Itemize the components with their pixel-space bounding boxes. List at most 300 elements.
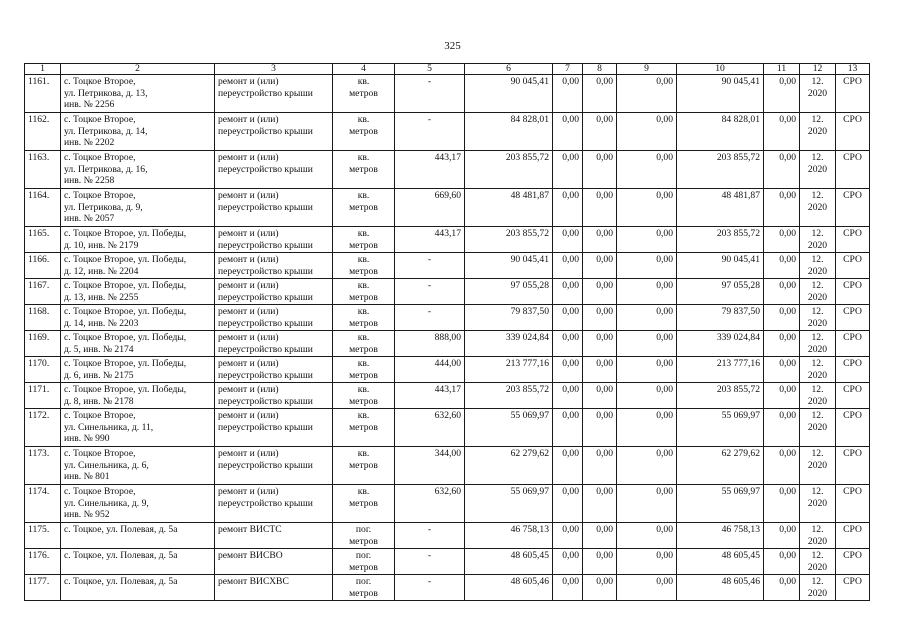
term-cell	[800, 575, 836, 601]
unit-line: кв.	[357, 254, 370, 265]
col7-cell: 0,00	[553, 549, 583, 575]
term-cell	[800, 331, 836, 357]
col7-cell: 0,00	[553, 357, 583, 383]
unit-cell	[333, 113, 395, 151]
address-line: д. 13, инв. № 2255	[64, 291, 139, 303]
address-line: д. 8, инв. № 2178	[64, 395, 134, 407]
term-cell	[800, 189, 836, 227]
table-row	[25, 189, 870, 227]
column-header: 2	[61, 64, 215, 75]
work-type-line: ремонт ВИСТС	[218, 524, 282, 535]
col11-cell: 0,00	[764, 485, 800, 523]
col11-cell: 0,00	[764, 189, 800, 227]
col9-cell: 0,00	[617, 409, 677, 447]
col7-cell: 0,00	[553, 523, 583, 549]
work-type-cell	[215, 227, 333, 253]
address-line: ул. Синельника, д. 6,	[64, 459, 149, 471]
quantity-cell: -	[395, 305, 465, 331]
unit-line: метров	[349, 87, 378, 99]
address-cell	[61, 189, 215, 227]
address-line: с. Тоцкое Второе, ул. Победы,	[64, 254, 187, 265]
col11-cell: 0,00	[764, 523, 800, 549]
col9-cell: 0,00	[617, 279, 677, 305]
unit-line: пог.	[355, 550, 372, 561]
unit-line: метров	[349, 421, 378, 433]
row-number: 1175.	[25, 523, 61, 549]
unit-line: метров	[349, 459, 378, 471]
term-line: 2020	[807, 395, 828, 407]
total-cost-cell: 203 855,72	[465, 227, 553, 253]
work-type-line: ремонт и (или)	[218, 190, 279, 201]
col7-cell: 0,00	[553, 75, 583, 113]
term-line: 2020	[807, 369, 828, 381]
total-cost-cell: 48 605,46	[465, 575, 553, 601]
row-number: 1164.	[25, 189, 61, 227]
term-line: 2020	[807, 87, 828, 99]
col10-cell: 79 837,50	[677, 305, 764, 331]
col10-cell: 62 279,62	[677, 447, 764, 485]
work-type-line: ремонт и (или)	[218, 448, 279, 459]
term-cell	[800, 485, 836, 523]
funding-source-cell: СРО	[836, 151, 870, 189]
row-number: 1174.	[25, 485, 61, 523]
col10-cell: 339 024,84	[677, 331, 764, 357]
row-number: 1176.	[25, 549, 61, 575]
table-row	[25, 279, 870, 305]
quantity-cell: 443,17	[395, 383, 465, 409]
address-line: ул. Синельника, д. 9,	[64, 497, 149, 509]
address-line: д. 14, инв. № 2203	[64, 317, 139, 329]
address-cell	[61, 113, 215, 151]
column-header: 8	[583, 64, 617, 75]
quantity-cell: 632,60	[395, 409, 465, 447]
address-line: с. Тоцкое Второе, ул. Победы,	[64, 280, 187, 291]
table-row	[25, 357, 870, 383]
col11-cell: 0,00	[764, 227, 800, 253]
col8-cell: 0,00	[583, 383, 617, 409]
work-type-line: переустройство крыши	[218, 87, 313, 99]
col10-cell: 46 758,13	[677, 523, 764, 549]
work-type-line: переустройство крыши	[218, 125, 313, 137]
address-line: д. 6, инв. № 2175	[64, 369, 134, 381]
unit-line: пог.	[355, 524, 372, 535]
total-cost-cell: 339 024,84	[465, 331, 553, 357]
address-cell	[61, 305, 215, 331]
term-line: 2020	[807, 201, 828, 213]
funding-source-cell: СРО	[836, 549, 870, 575]
unit-line: кв.	[357, 306, 370, 317]
column-header: 7	[553, 64, 583, 75]
unit-line: кв.	[357, 190, 370, 201]
funding-source-cell: СРО	[836, 485, 870, 523]
work-type-line: ремонт и (или)	[218, 280, 279, 291]
unit-line: метров	[349, 369, 378, 381]
unit-cell	[333, 279, 395, 305]
unit-cell	[333, 409, 395, 447]
col8-cell: 0,00	[583, 549, 617, 575]
work-type-line: ремонт и (или)	[218, 152, 279, 163]
address-cell	[61, 549, 215, 575]
work-type-line: переустройство крыши	[218, 239, 313, 251]
address-line: с. Тоцкое, ул. Полевая, д. 5а	[64, 550, 178, 561]
address-cell	[61, 485, 215, 523]
work-type-line: переустройство крыши	[218, 497, 313, 509]
term-line: 12.	[811, 190, 824, 201]
table-row	[25, 485, 870, 523]
column-header: 3	[215, 64, 333, 75]
unit-line: кв.	[357, 448, 370, 459]
quantity-cell: -	[395, 279, 465, 305]
col9-cell: 0,00	[617, 75, 677, 113]
address-line: с. Тоцкое Второе,	[64, 410, 136, 421]
col8-cell: 0,00	[583, 331, 617, 357]
unit-line: кв.	[357, 410, 370, 421]
term-line: 12.	[811, 306, 824, 317]
term-cell	[800, 227, 836, 253]
col11-cell: 0,00	[764, 357, 800, 383]
total-cost-cell: 203 855,72	[465, 383, 553, 409]
col11-cell: 0,00	[764, 383, 800, 409]
column-header: 11	[764, 64, 800, 75]
unit-line: метров	[349, 125, 378, 137]
funding-source-cell: СРО	[836, 189, 870, 227]
unit-cell	[333, 331, 395, 357]
col9-cell: 0,00	[617, 151, 677, 189]
work-type-cell	[215, 279, 333, 305]
row-number: 1170.	[25, 357, 61, 383]
work-type-line: ремонт и (или)	[218, 254, 279, 265]
col11-cell: 0,00	[764, 253, 800, 279]
term-line: 12.	[811, 410, 824, 421]
funding-source-cell: СРО	[836, 253, 870, 279]
address-line: ул. Петрикова, д. 13,	[64, 87, 148, 99]
column-header: 10	[677, 64, 764, 75]
term-line: 12.	[811, 76, 824, 87]
funding-source-cell: СРО	[836, 227, 870, 253]
row-number: 1171.	[25, 383, 61, 409]
unit-line: кв.	[357, 486, 370, 497]
address-line: с. Тоцкое Второе,	[64, 486, 136, 497]
unit-cell	[333, 189, 395, 227]
col10-cell: 203 855,72	[677, 227, 764, 253]
address-cell	[61, 227, 215, 253]
work-type-cell	[215, 151, 333, 189]
unit-line: метров	[349, 163, 378, 175]
quantity-cell: -	[395, 113, 465, 151]
term-line: 2020	[807, 459, 828, 471]
term-cell	[800, 253, 836, 279]
col11-cell: 0,00	[764, 279, 800, 305]
work-type-line: ремонт и (или)	[218, 114, 279, 125]
total-cost-cell: 84 828,01	[465, 113, 553, 151]
work-type-line: ремонт и (или)	[218, 76, 279, 87]
address-line: с. Тоцкое Второе, ул. Победы,	[64, 306, 187, 317]
col11-cell: 0,00	[764, 575, 800, 601]
total-cost-cell: 62 279,62	[465, 447, 553, 485]
work-type-line: ремонт и (или)	[218, 410, 279, 421]
address-line: с. Тоцкое, ул. Полевая, д. 5а	[64, 576, 178, 587]
term-line: 2020	[807, 561, 828, 573]
work-type-cell	[215, 383, 333, 409]
unit-line: кв.	[357, 332, 370, 343]
address-cell	[61, 331, 215, 357]
term-line: 2020	[807, 265, 828, 277]
funding-source-cell: СРО	[836, 523, 870, 549]
column-header: 12	[800, 64, 836, 75]
quantity-cell: -	[395, 523, 465, 549]
funding-source-cell: СРО	[836, 447, 870, 485]
col7-cell: 0,00	[553, 485, 583, 523]
unit-cell	[333, 383, 395, 409]
term-line: 2020	[807, 125, 828, 137]
address-line: ул. Петрикова, д. 14,	[64, 125, 148, 137]
address-line: д. 5, инв. № 2174	[64, 343, 134, 355]
address-cell	[61, 279, 215, 305]
quantity-cell: -	[395, 549, 465, 575]
col10-cell: 48 605,45	[677, 549, 764, 575]
col7-cell: 0,00	[553, 253, 583, 279]
unit-line: пог.	[355, 576, 372, 587]
address-line: инв. № 801	[64, 471, 110, 482]
term-cell	[800, 383, 836, 409]
table-row	[25, 575, 870, 601]
term-cell	[800, 409, 836, 447]
address-cell	[61, 151, 215, 189]
address-cell	[61, 75, 215, 113]
col9-cell: 0,00	[617, 485, 677, 523]
table-body	[25, 64, 870, 601]
table-row	[25, 227, 870, 253]
col9-cell: 0,00	[617, 383, 677, 409]
address-line: с. Тоцкое, ул. Полевая, д. 5а	[64, 524, 178, 535]
quantity-cell: 669,60	[395, 189, 465, 227]
row-number: 1169.	[25, 331, 61, 357]
unit-line: кв.	[357, 358, 370, 369]
work-type-line: переустройство крыши	[218, 265, 313, 277]
address-cell	[61, 253, 215, 279]
address-line: ул. Петрикова, д. 16,	[64, 163, 148, 175]
col8-cell: 0,00	[583, 447, 617, 485]
total-cost-cell: 55 069,97	[465, 485, 553, 523]
col8-cell: 0,00	[583, 523, 617, 549]
unit-cell	[333, 523, 395, 549]
total-cost-cell: 213 777,16	[465, 357, 553, 383]
col7-cell: 0,00	[553, 331, 583, 357]
unit-line: кв.	[357, 384, 370, 395]
col10-cell: 48 605,46	[677, 575, 764, 601]
term-cell	[800, 357, 836, 383]
term-cell	[800, 113, 836, 151]
row-number: 1177.	[25, 575, 61, 601]
address-line: с. Тоцкое Второе,	[64, 448, 136, 459]
unit-cell	[333, 305, 395, 331]
term-cell	[800, 523, 836, 549]
col7-cell: 0,00	[553, 383, 583, 409]
term-line: 12.	[811, 524, 824, 535]
term-cell	[800, 75, 836, 113]
table-row	[25, 383, 870, 409]
col10-cell: 97 055,28	[677, 279, 764, 305]
row-number: 1163.	[25, 151, 61, 189]
column-header: 6	[465, 64, 553, 75]
unit-line: метров	[349, 535, 378, 547]
total-cost-cell: 79 837,50	[465, 305, 553, 331]
term-line: 12.	[811, 280, 824, 291]
address-line: инв. № 2256	[64, 99, 115, 110]
term-line: 2020	[807, 587, 828, 599]
funding-source-cell: СРО	[836, 75, 870, 113]
term-cell	[800, 447, 836, 485]
quantity-cell: 344,00	[395, 447, 465, 485]
address-line: с. Тоцкое Второе, ул. Победы,	[64, 332, 187, 343]
address-line: с. Тоцкое Второе,	[64, 152, 136, 163]
funding-source-cell: СРО	[836, 409, 870, 447]
unit-line: метров	[349, 201, 378, 213]
work-type-cell	[215, 575, 333, 601]
unit-line: кв.	[357, 228, 370, 239]
quantity-cell: 443,17	[395, 151, 465, 189]
unit-cell	[333, 75, 395, 113]
col8-cell: 0,00	[583, 253, 617, 279]
col8-cell: 0,00	[583, 113, 617, 151]
col9-cell: 0,00	[617, 575, 677, 601]
quantity-cell: -	[395, 575, 465, 601]
term-line: 12.	[811, 448, 824, 459]
work-type-line: переустройство крыши	[218, 395, 313, 407]
term-line: 12.	[811, 332, 824, 343]
address-line: с. Тоцкое Второе, ул. Победы,	[64, 228, 187, 239]
funding-source-cell: СРО	[836, 279, 870, 305]
address-cell	[61, 357, 215, 383]
unit-line: метров	[349, 317, 378, 329]
table-row	[25, 409, 870, 447]
term-line: 12.	[811, 358, 824, 369]
column-number-row	[25, 64, 870, 75]
page-number: 325	[444, 40, 461, 52]
column-header: 4	[333, 64, 395, 75]
column-header: 9	[617, 64, 677, 75]
col10-cell: 203 855,72	[677, 151, 764, 189]
work-type-cell	[215, 447, 333, 485]
work-type-line: ремонт и (или)	[218, 306, 279, 317]
unit-line: кв.	[357, 280, 370, 291]
work-type-cell	[215, 485, 333, 523]
work-type-line: переустройство крыши	[218, 317, 313, 329]
unit-cell	[333, 575, 395, 601]
col11-cell: 0,00	[764, 151, 800, 189]
term-line: 12.	[811, 152, 824, 163]
total-cost-cell: 90 045,41	[465, 253, 553, 279]
work-type-cell	[215, 357, 333, 383]
col10-cell: 48 481,87	[677, 189, 764, 227]
work-type-line: переустройство крыши	[218, 369, 313, 381]
term-line: 12.	[811, 486, 824, 497]
address-line: инв. № 2258	[64, 175, 115, 186]
row-number: 1161.	[25, 75, 61, 113]
unit-line: метров	[349, 497, 378, 509]
quantity-cell: 888,00	[395, 331, 465, 357]
address-line: д. 10, инв. № 2179	[64, 239, 139, 251]
work-type-line: ремонт ВИСХВС	[218, 576, 289, 587]
row-number: 1173.	[25, 447, 61, 485]
column-header: 5	[395, 64, 465, 75]
address-line: с. Тоцкое Второе,	[64, 190, 136, 201]
term-line: 2020	[807, 343, 828, 355]
table-row	[25, 253, 870, 279]
term-line: 12.	[811, 550, 824, 561]
work-type-line: ремонт и (или)	[218, 332, 279, 343]
quantity-cell: 444,00	[395, 357, 465, 383]
unit-line: метров	[349, 265, 378, 277]
total-cost-cell: 48 481,87	[465, 189, 553, 227]
work-type-line: ремонт ВИСВО	[218, 550, 283, 561]
col8-cell: 0,00	[583, 279, 617, 305]
col7-cell: 0,00	[553, 409, 583, 447]
address-cell	[61, 409, 215, 447]
col10-cell: 84 828,01	[677, 113, 764, 151]
work-type-cell	[215, 113, 333, 151]
col8-cell: 0,00	[583, 305, 617, 331]
total-cost-cell: 48 605,45	[465, 549, 553, 575]
term-line: 12.	[811, 254, 824, 265]
unit-cell	[333, 357, 395, 383]
term-line: 2020	[807, 163, 828, 175]
address-cell	[61, 447, 215, 485]
unit-cell	[333, 151, 395, 189]
col10-cell: 90 045,41	[677, 253, 764, 279]
row-number: 1172.	[25, 409, 61, 447]
work-type-line: ремонт и (или)	[218, 486, 279, 497]
term-line: 12.	[811, 228, 824, 239]
col11-cell: 0,00	[764, 305, 800, 331]
col8-cell: 0,00	[583, 357, 617, 383]
table-row	[25, 549, 870, 575]
work-type-cell	[215, 523, 333, 549]
work-type-line: ремонт и (или)	[218, 384, 279, 395]
funding-source-cell: СРО	[836, 331, 870, 357]
address-line: инв. № 952	[64, 509, 110, 520]
work-type-line: переустройство крыши	[218, 343, 313, 355]
unit-line: метров	[349, 395, 378, 407]
unit-line: метров	[349, 561, 378, 573]
col10-cell: 213 777,16	[677, 357, 764, 383]
total-cost-cell: 90 045,41	[465, 75, 553, 113]
work-type-line: переустройство крыши	[218, 421, 313, 433]
unit-cell	[333, 485, 395, 523]
total-cost-cell: 46 758,13	[465, 523, 553, 549]
col8-cell: 0,00	[583, 189, 617, 227]
term-cell	[800, 549, 836, 575]
address-line: инв. № 990	[64, 433, 110, 444]
table-row	[25, 151, 870, 189]
col9-cell: 0,00	[617, 189, 677, 227]
row-number: 1165.	[25, 227, 61, 253]
unit-cell	[333, 447, 395, 485]
address-line: с. Тоцкое Второе,	[64, 76, 136, 87]
col7-cell: 0,00	[553, 113, 583, 151]
work-type-line: переустройство крыши	[218, 291, 313, 303]
row-number: 1162.	[25, 113, 61, 151]
col11-cell: 0,00	[764, 549, 800, 575]
term-line: 2020	[807, 535, 828, 547]
term-line: 12.	[811, 576, 824, 587]
address-cell	[61, 523, 215, 549]
work-type-line: переустройство крыши	[218, 201, 313, 213]
address-line: с. Тоцкое Второе, ул. Победы,	[64, 384, 187, 395]
col11-cell: 0,00	[764, 447, 800, 485]
work-type-line: переустройство крыши	[218, 163, 313, 175]
col9-cell: 0,00	[617, 113, 677, 151]
